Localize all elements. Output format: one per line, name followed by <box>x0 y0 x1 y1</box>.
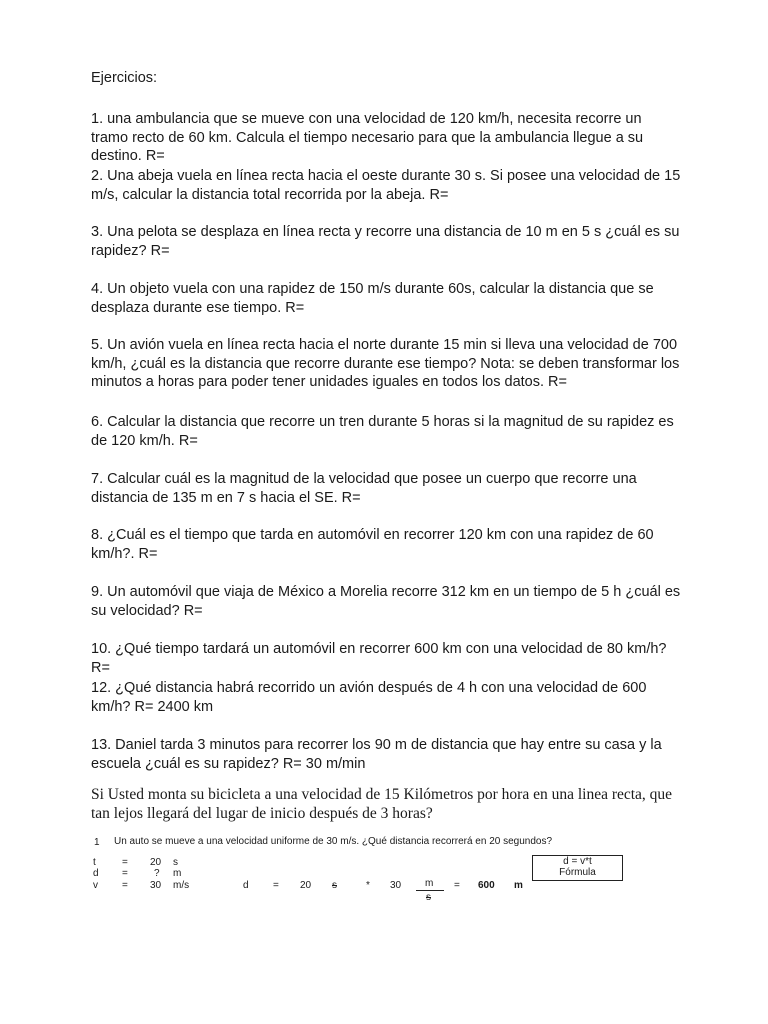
example-question: Un auto se mueve a una velocidad uniforme de 30 m/s. ¿Qué distancia recorrerá en 20 segundos? <box>114 836 553 847</box>
exercise-8: 8. ¿Cuál es el tiempo que tarda en automóvil en recorrer 120 km con una rapidez de 60 km/h?. R= <box>91 527 654 562</box>
calc-multiply-sign: * <box>366 880 370 891</box>
bicycle-question: Si Usted monta su bicicleta a una velocidad de 15 Kilómetros por hora en una linea recta, que tan lejos llegará del lugar de inicio después de 3 horas? <box>91 786 673 822</box>
calc-equals-2: = <box>454 880 460 891</box>
calc-velocity-denominator-cancelled: s <box>426 892 431 903</box>
calc-result-unit: m <box>514 880 523 891</box>
var-d-symbol: d <box>93 868 99 879</box>
var-t-symbol: t <box>93 857 96 868</box>
exercise-10: 10. ¿Qué tiempo tardará un automóvil en recorrer 600 km con una velocidad de 80 km/h? R= <box>91 641 667 676</box>
calc-d-symbol: d <box>243 880 249 891</box>
exercise-5: 5. Un avión vuela en línea recta hacia el norte durante 15 min si lleva una velocidad de 700 km/h, ¿cuál es la distancia que recorre durante ese tiempo? Nota: se deben transformar los minutos a horas para poder tener unidades iguales en todos los datos. R= <box>91 337 680 390</box>
calc-time-unit-cancelled: s <box>332 880 337 891</box>
var-d-equals: = <box>122 868 128 879</box>
var-t-unit: s <box>173 857 178 868</box>
var-v-equals: = <box>122 880 128 891</box>
var-t-value: 20 <box>150 857 162 868</box>
calc-time-value: 20 <box>300 880 312 891</box>
exercise-1: 1. una ambulancia que se mueve con una velocidad de 120 km/h, necesita recorre un tramo recto de 60 km. Calcula el tiempo necesario para que la ambulancia llegue a su destino. R= <box>91 111 644 164</box>
var-d-unit: m <box>173 868 182 879</box>
var-d-value: ? <box>154 868 160 879</box>
calc-velocity-numerator: m <box>425 878 434 889</box>
document-title: Ejercicios: <box>91 70 158 86</box>
calc-velocity-value: 30 <box>390 880 402 891</box>
exercise-13: 13. Daniel tarda 3 minutos para recorrer los 90 m de distancia que hay entre su casa y la escuela ¿cuál es su rapidez? R= 30 m/min <box>91 737 662 772</box>
formula-box <box>532 855 623 881</box>
var-t-equals: = <box>122 857 128 868</box>
exercise-4: 4. Un objeto vuela con una rapidez de 150 m/s durante 60s, calcular la distancia que se desplaza durante ese tiempo. R= <box>91 281 654 316</box>
formula-label: Fórmula <box>559 867 596 878</box>
exercise-12: 12. ¿Qué distancia habrá recorrido un avión después de 4 h con una velocidad de 600 km/h? R= 2400 km <box>91 680 647 715</box>
example-number: 1 <box>94 837 100 848</box>
exercise-6: 6. Calcular la distancia que recorre un tren durante 5 horas si la magnitud de su rapidez es de 120 km/h. R= <box>91 414 674 449</box>
calc-equals: = <box>273 880 279 891</box>
calc-result-value: 600 <box>478 880 495 891</box>
exercise-3: 3. Una pelota se desplaza en línea recta y recorre una distancia de 10 m en 5 s ¿cuál es su rapidez? R= <box>91 224 680 259</box>
var-v-unit: m/s <box>173 880 190 891</box>
var-v-value: 30 <box>150 880 162 891</box>
exercise-9: 9. Un automóvil que viaja de México a Morelia recorre 312 km en un tiempo de 5 h ¿cuál es su velocidad? R= <box>91 584 681 619</box>
formula-expression: d = v*t <box>563 856 592 867</box>
fraction-bar <box>416 890 444 891</box>
exercise-2: 2. Una abeja vuela en línea recta hacia el oeste durante 30 s. Si posee una velocidad de 15 m/s, calcular la distancia total recorrida por la abeja. R= <box>91 168 681 203</box>
var-v-symbol: v <box>93 880 98 891</box>
exercise-7: 7. Calcular cuál es la magnitud de la velocidad que posee un cuerpo que recorre una distancia de 135 m en 7 s hacia el SE. R= <box>91 471 637 506</box>
